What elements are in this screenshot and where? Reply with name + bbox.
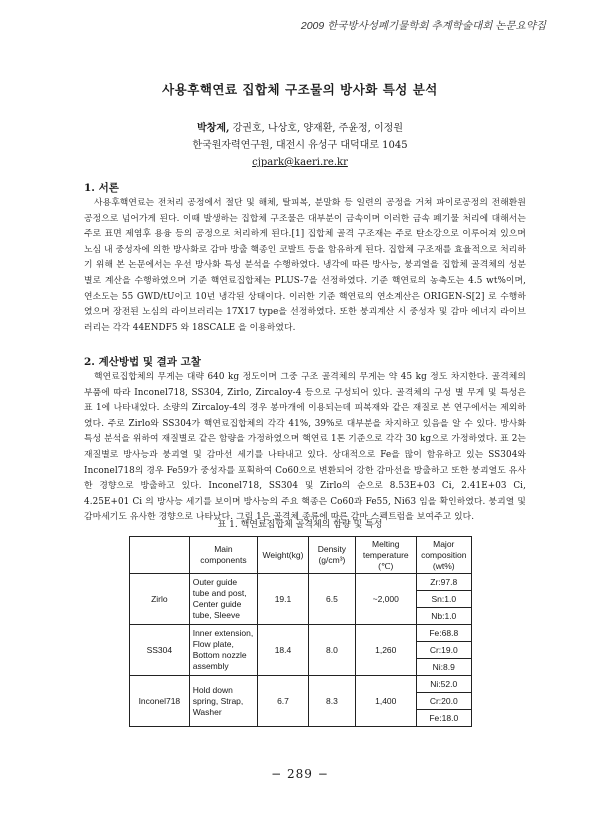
density-cell: 8.3 — [308, 676, 355, 727]
melting-header: Melting temperature (℃) — [355, 537, 416, 574]
table-row — [130, 676, 472, 693]
weight-cell: 19.1 — [258, 574, 309, 625]
weight-cell: 18.4 — [258, 625, 309, 676]
composition-cell: Cr:19.0 — [416, 642, 471, 659]
composition-cell: Fe:68.8 — [416, 625, 471, 642]
composition-cell: Zr:97.8 — [416, 574, 471, 591]
density-header: Density (g/cm³) — [308, 537, 355, 574]
co-authors: 강권호, 나상호, 양재환, 주윤정, 이정원 — [229, 123, 403, 134]
affiliation: 한국원자력연구원, 대전시 유성구 대덕대로 1045 — [192, 140, 408, 151]
components-header: Main components — [189, 537, 257, 574]
melting-cell: 1,260 — [355, 625, 416, 676]
paper-title: 사용후핵연료 집합체 구조물의 방사화 특성 분석 — [162, 82, 438, 97]
section-heading-methods-results: 2. 계산방법 및 결과 고찰 — [84, 356, 201, 368]
author-block — [0, 120, 600, 171]
running-header: 2009 한국방사성폐기물학회 추계학술대회 논문요약집 — [300, 20, 546, 32]
composition-cell: Cr:20.0 — [416, 693, 471, 710]
material-cell: Inconel718 — [130, 676, 190, 727]
melting-cell: ~2,000 — [355, 574, 416, 625]
author-names — [0, 120, 600, 137]
author-email-link[interactable]: cjpark@kaeri.re.kr — [252, 157, 348, 168]
components-cell: Outer guide tube and post, Center guide tube, Sleeve — [189, 574, 257, 625]
components-cell: Hold down spring, Strap, Washer — [189, 676, 257, 727]
components-cell: Inner extension, Flow plate, Bottom nozzle assembly — [189, 625, 257, 676]
density-cell: 6.5 — [308, 574, 355, 625]
material-header — [130, 537, 190, 574]
lead-author: 박창제, — [197, 123, 230, 134]
composition-cell: Ni:52.0 — [416, 676, 471, 693]
weight-cell: 6.7 — [258, 676, 309, 727]
section-heading-introduction: 1. 서론 — [84, 182, 119, 194]
composition-cell: Fe:18.0 — [416, 710, 471, 727]
composition-cell: Sn:1.0 — [416, 591, 471, 608]
methods-results-paragraph: 핵연료집합체의 무게는 대략 640 kg 정도이며 그중 구조 골격체의 무게는 약 45 kg 정도 차지한다. 골격체의 부품에 따라 Inconel718, SS304, Zirlo, Zircaloy-4 등으로 구성되어 있다. 골격체의 구성 별 무게 및 특성은 표 1에 나타내었다. 소량의 Zircaloy-4의 경우 봉마개에 이용되는데 피복재와 같은 재질로 본 연구에서는 제외하였다. 주로 Zirlo와 SS304가 핵연료집합체의 각각 41%, 39%로 대부분을 차지하고 있음을 알 수 있다. 방사화 특성 분석을 위하여 재질별로 같은 함량을 가정하였으며 핵연료 1톤 기준으로 각각 30 kg으로 가정하였다. 표 2는 재질별로 방사능과 붕괴열 및 감마선 세기를 나타내고 있다. 상대적으로 Fe을 많이 함유하고 있는 SS304와 Inconel718의 경우 Fe59가 중성자를 포획하여 Co60으로 변환되어 강한 감마선을 방출하고 또한 붕괴열도 유사한 경향으로 방출하고 있다. Inconel718, SS304 및 Zirlo의 순으로 8.53E+03 Ci, 2.41E+03 Ci, 4.25E+01 Ci 의 방사능 세기를 보이며 방사능의 주요 핵종은 Co60과 Fe55, Ni63 임을 확인하였다. 붕괴열 및 감마세기도 유사한 경향으로 나타났다. 그림 1은 골격체 종류에 따른 감마 스펙트럼을 보여주고 있다. — [84, 372, 526, 523]
table-row — [130, 625, 472, 642]
material-cell: Zirlo — [130, 574, 190, 625]
composition-cell: Ni:8.9 — [416, 659, 471, 676]
introduction-paragraph: 사용후핵연료는 전처리 공정에서 절단 및 해체, 탈피복, 분말화 등 일련의 공정을 거쳐 파이로공정의 전해환원 공정으로 넘어가게 된다. 이때 발생하는 집합체 구조물은 대부분이 금속이며 이러한 금속 폐기물 처리에 대해서는 주로 표면 제염후 용융 등의 공정으로 처리하게 된다.[1] 집합체 골격 구조재는 주로 탄소강으로 이루어져 있으며 노심 내 중성자에 의한 방사화로 감마 방출 핵종인 코발트 등을 함유하게 된다. 집합체 구조재를 효율적으로 처리하기 위해 본 논문에서는 우선 방사화 특성 분석을 수행하였다. 냉각에 따른 방사능, 붕괴열을 집합체 골격체의 성분별로 계산을 수행하였으며 기준 핵연료집합체는 PLUS-7을 선정하였다. 기준 핵연료의 농축도는 4.5 wt%이며, 연소도는 55 GWD/tU이고 10년 냉각된 상태이다. 이러한 기준 핵연료의 연소계산은 ORIGEN-S[2] 로 수행하였으며 장전된 노심의 라이브러리는 17X17 type을 선정하였다. 또한 붕괴계산 시 중성자 및 감마 에너지 라이브러리는 각각 44ENDF5 와 18SCALE 을 이용하였다. — [84, 198, 526, 333]
composition-header: Major composition (wt%) — [416, 537, 471, 574]
table-row — [130, 574, 472, 591]
density-cell: 8.0 — [308, 625, 355, 676]
component-properties-table — [129, 536, 472, 727]
composition-cell: Nb:1.0 — [416, 608, 471, 625]
table-header-row — [130, 537, 472, 574]
material-cell: SS304 — [130, 625, 190, 676]
weight-header: Weight(kg) — [258, 537, 309, 574]
melting-cell: 1,400 — [355, 676, 416, 727]
table-caption: 표 1. 핵연료집합체 골격체의 함량 및 특성 — [217, 520, 383, 530]
page-number: − 289 − — [271, 767, 329, 781]
